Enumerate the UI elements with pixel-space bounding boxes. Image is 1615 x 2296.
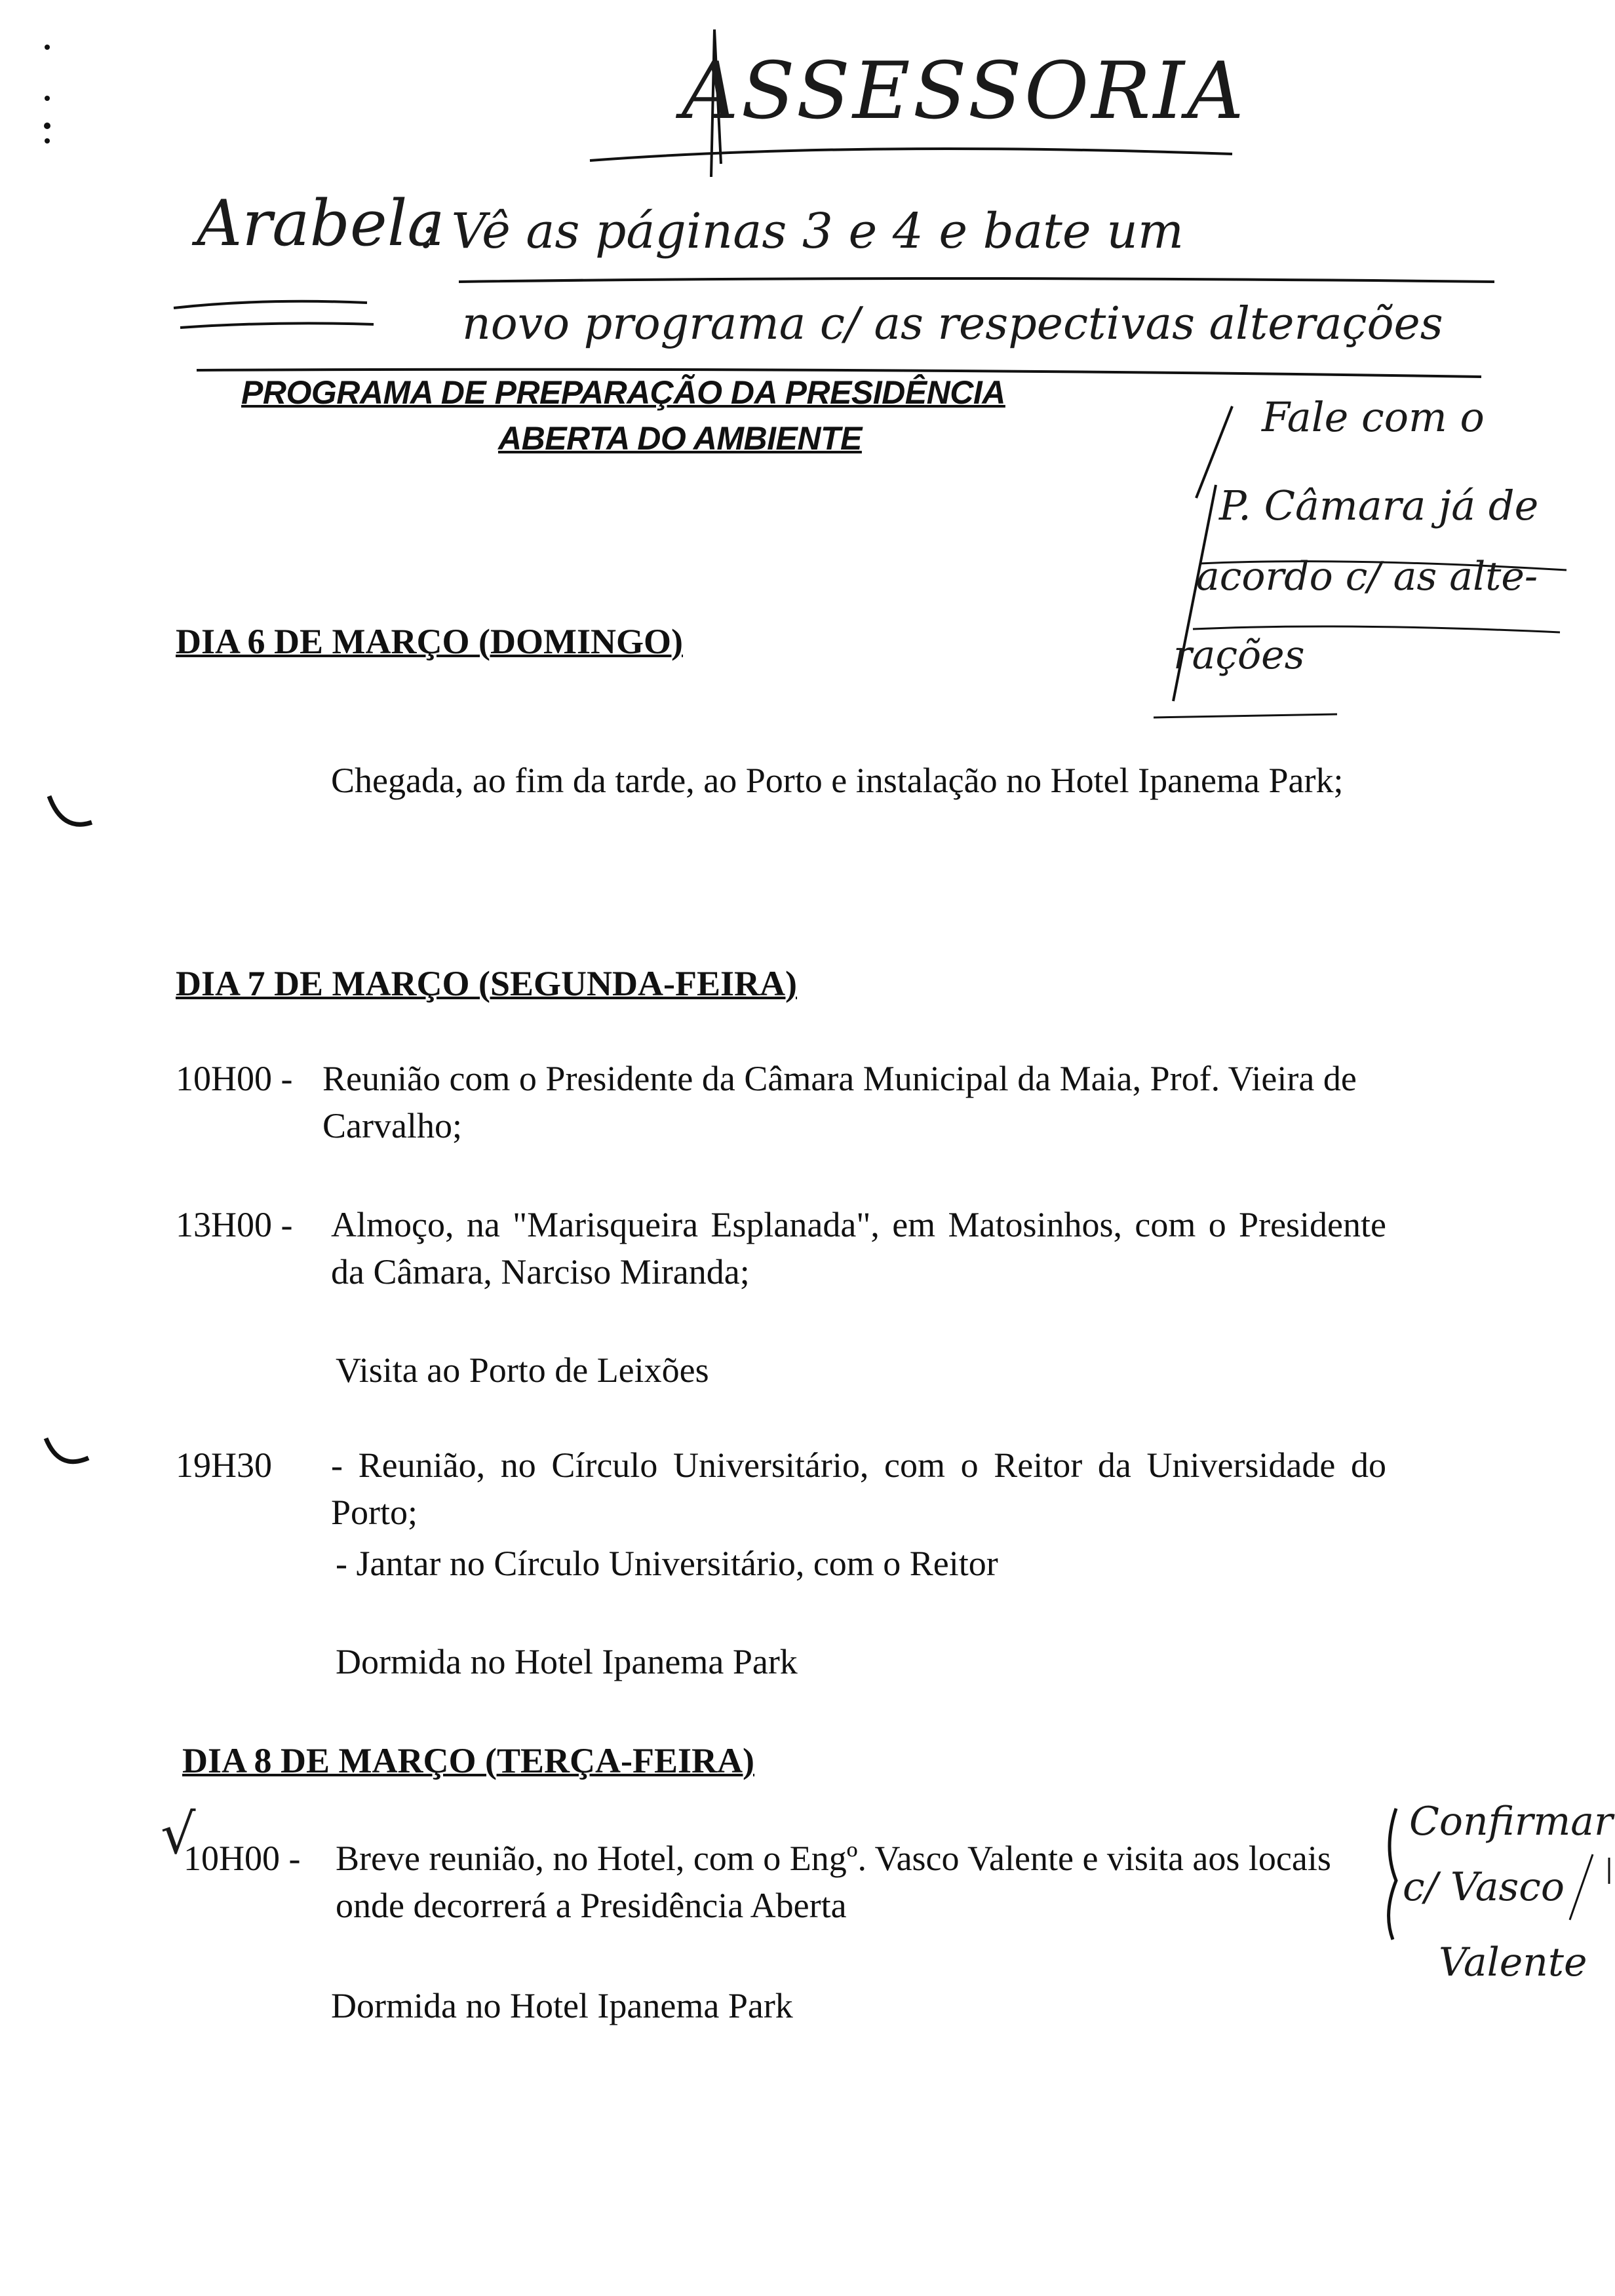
schedule-entry-text: - Reunião, no Círculo Universitário, com o Reitor da Universidade do Porto; xyxy=(331,1445,1386,1532)
title-line-2: ABERTA DO AMBIENTE xyxy=(498,420,862,457)
day-heading: DIA 7 DE MARÇO (SEGUNDA-FEIRA) xyxy=(176,964,798,1003)
schedule-time: 19H30 xyxy=(176,1445,272,1485)
schedule-time: 13H00 - xyxy=(176,1205,293,1244)
side-note-line-3: Valente xyxy=(1439,1940,1587,1985)
day-heading: DIA 8 DE MARÇO (TERÇA-FEIRA) xyxy=(182,1741,754,1780)
margin-note-line-2: P. Câmara já de xyxy=(1219,482,1539,529)
margin-note-line-1: Fale com o xyxy=(1262,393,1485,441)
schedule-entry-text: Breve reunião, no Hotel, com o Engº. Vasco Valente e visita aos locais onde decorrerá a Presidência Aberta xyxy=(336,1839,1331,1925)
schedule-time: 10H00 - xyxy=(184,1839,301,1878)
schedule-entry-text: Visita ao Porto de Leixões xyxy=(336,1350,709,1390)
schedule-entry-text: Dormida no Hotel Ipanema Park xyxy=(336,1642,798,1681)
side-note-line-1: Confirmar xyxy=(1409,1799,1613,1845)
margin-note-line-4: rações xyxy=(1173,632,1305,678)
day-heading: DIA 6 DE MARÇO (DOMINGO) xyxy=(176,622,683,661)
header-underline xyxy=(590,149,1232,161)
schedule-entry-text: Chegada, ao fim da tarde, ao Porto e instalação no Hotel Ipanema Park; xyxy=(331,761,1344,800)
handwritten-note-line-1: : Vê as páginas 3 e 4 e bate um xyxy=(419,203,1184,259)
schedule-entry-text: Dormida no Hotel Ipanema Park xyxy=(331,1986,793,2025)
schedule-entry-text: - Jantar no Círculo Universitário, com o Reitor xyxy=(336,1544,998,1583)
schedule-time: 10H00 - xyxy=(176,1059,293,1098)
handwritten-note-line-2: novo programa c/ as respectivas alterações xyxy=(462,298,1443,350)
schedule-entry-text: Reunião com o Presidente da Câmara Municipal da Maia, Prof. Vieira de Carvalho; xyxy=(322,1059,1357,1145)
handwritten-header: ASSESSORIA xyxy=(682,46,1247,137)
schedule-entry-text: Almoço, na "Marisqueira Esplanada", em Matosinhos, com o Presidente da Câmara, Narciso Miranda; xyxy=(331,1205,1386,1292)
margin-note-line-3: acordo c/ as alte- xyxy=(1196,554,1538,600)
title-line-1: PROGRAMA DE PREPARAÇÃO DA PRESIDÊNCIA xyxy=(241,374,1005,411)
handwritten-note-name: Arabela xyxy=(197,187,445,260)
checkmark-icon: √ xyxy=(161,1802,196,1866)
side-note-line-2: c/ Vasco xyxy=(1403,1864,1565,1910)
